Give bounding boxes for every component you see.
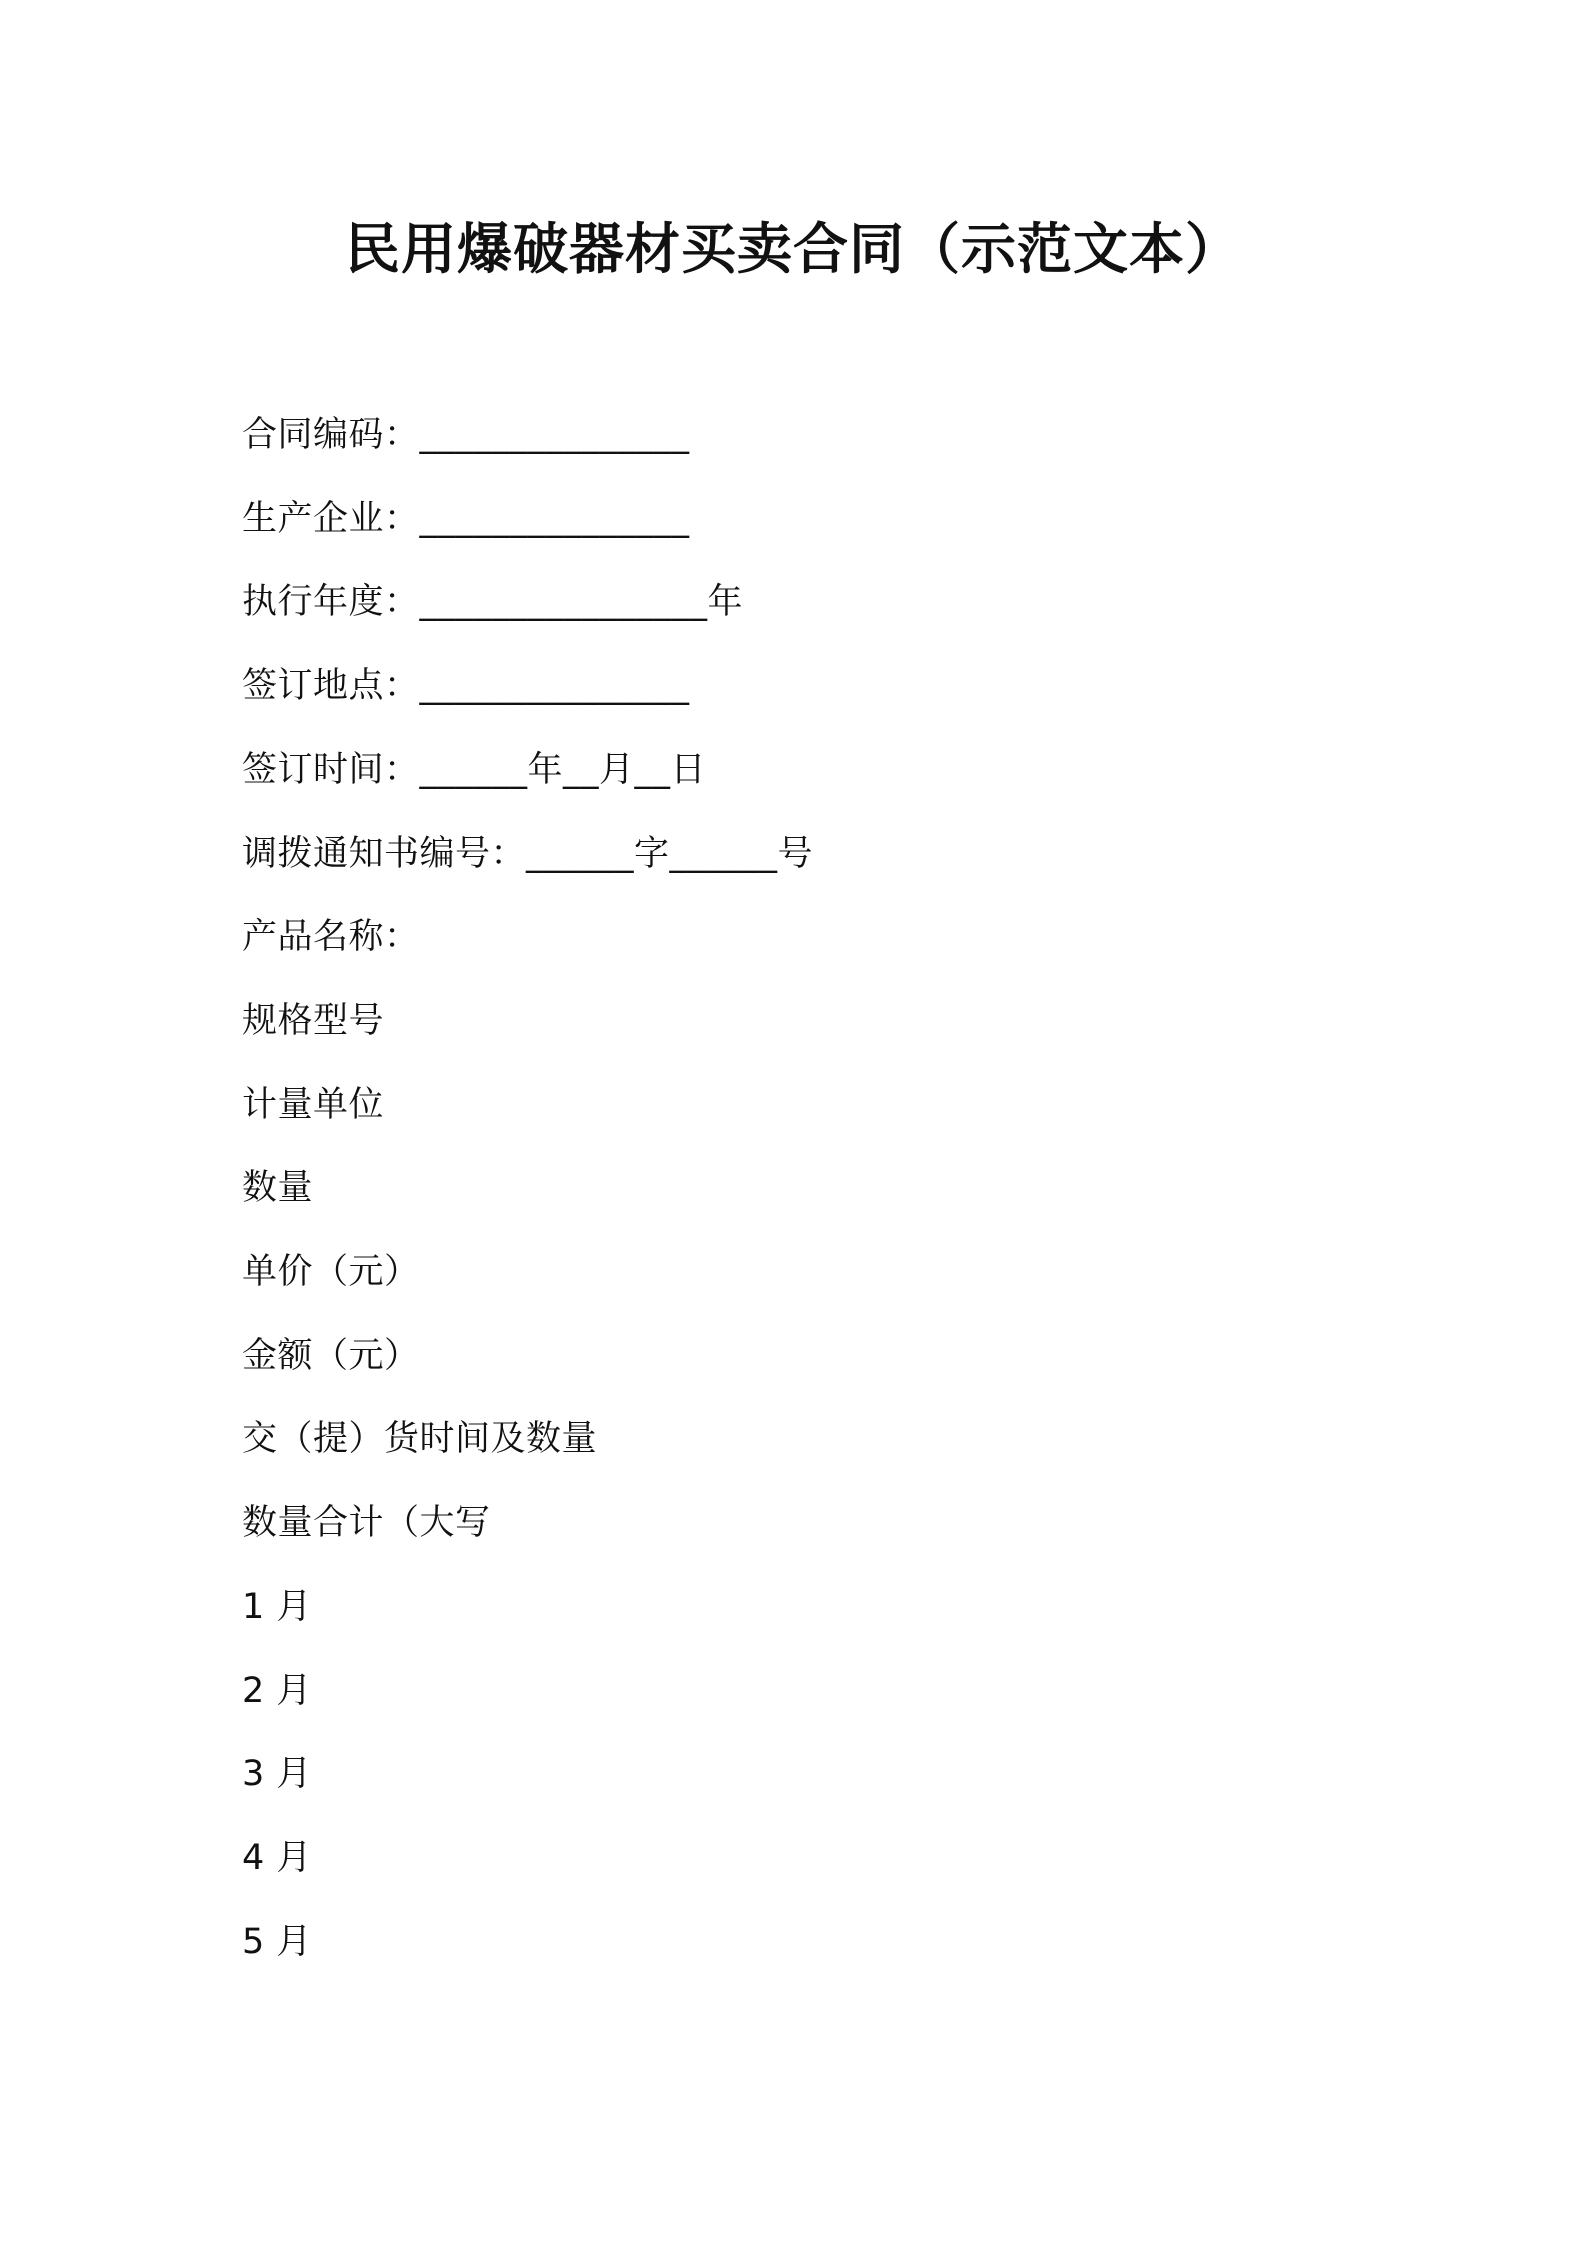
month-row: 5 月 <box>242 1922 312 1962</box>
document-title: 民用爆破器材买卖合同（示范文本） <box>344 217 1241 281</box>
field-execution-year: 执行年度：________________年 <box>242 582 744 622</box>
month-row: 2 月 <box>242 1671 312 1711</box>
field-unit-price: 单价（元） <box>242 1252 420 1292</box>
field-unit-of-measure: 计量单位 <box>242 1085 385 1125</box>
field-product-name: 产品名称： <box>242 917 420 957</box>
field-specification-model: 规格型号 <box>242 1001 385 1041</box>
field-contract-code: 合同编码：_______________ <box>242 415 690 455</box>
month-row: 4 月 <box>242 1838 312 1878</box>
field-quantity-total: 数量合计（大写 <box>242 1503 491 1543</box>
month-row: 1 月 <box>242 1587 312 1627</box>
month-row: 3 月 <box>242 1754 312 1794</box>
field-quantity: 数量 <box>242 1168 314 1208</box>
field-allocation-notice-number: 调拨通知书编号：______字______号 <box>242 834 814 874</box>
field-amount: 金额（元） <box>242 1336 420 1376</box>
field-signing-place: 签订地点：_______________ <box>242 666 690 706</box>
field-delivery-time-quantity: 交（提）货时间及数量 <box>242 1419 598 1459</box>
field-signing-date: 签订时间：______年__月__日 <box>242 750 707 790</box>
field-manufacturer: 生产企业：_______________ <box>242 499 690 539</box>
